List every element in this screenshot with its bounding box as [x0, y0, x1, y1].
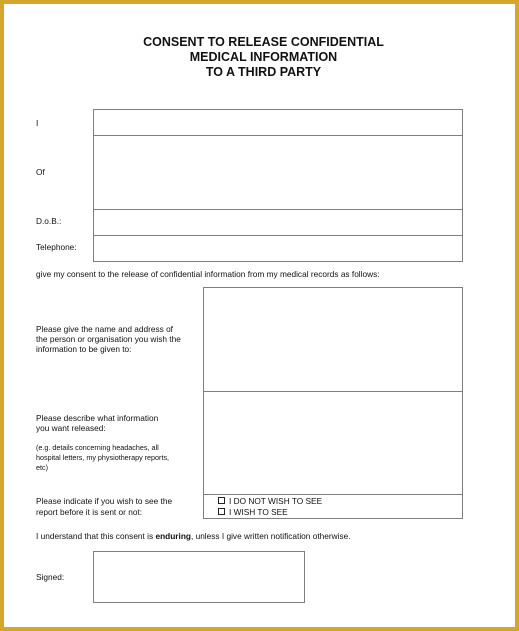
recipient-field[interactable] [204, 288, 462, 391]
wish-to-see-label: I WISH TO SEE [229, 507, 288, 517]
dob-field[interactable] [94, 210, 462, 235]
telephone-field[interactable] [94, 236, 462, 261]
of-label: Of [36, 167, 45, 177]
telephone-label: Telephone: [36, 242, 77, 252]
dob-label: D.o.B.: [36, 216, 62, 226]
info-example-line-2: hospital letters, my physiotherapy reports, [36, 453, 170, 462]
info-label-line-1: Please describe what information [36, 413, 159, 423]
report-label-line-2: report before it is sent or not: [36, 507, 143, 517]
form-title-line-1: CONSENT TO RELEASE CONFIDENTIAL [143, 35, 384, 49]
enduring-consent-statement [36, 531, 351, 542]
form-title-line-3: TO A THIRD PARTY [205, 65, 322, 79]
form-title-line-2: MEDICAL INFORMATION [189, 50, 338, 64]
consent-statement: give my consent to the release of confidential information from my medical records as follows: [36, 269, 380, 279]
signed-label: Signed: [36, 572, 65, 582]
enduring-text-bold: enduring [155, 531, 191, 541]
signature-field[interactable] [93, 551, 305, 603]
option-do-not-wish-to-see[interactable] [218, 496, 322, 507]
option-wish-to-see[interactable] [218, 507, 288, 518]
information-field[interactable] [204, 392, 462, 494]
recipient-label-line-3: information to be given to: [36, 344, 132, 354]
i-label: I [36, 118, 39, 128]
do-not-see-label: I DO NOT WISH TO SEE [229, 496, 323, 506]
wish-to-see-checkbox[interactable] [218, 508, 225, 515]
info-example-line-1: (e.g. details concerning headaches, all [36, 443, 159, 452]
report-label-line-1: Please indicate if you wish to see the [36, 496, 173, 506]
info-label-line-2: you want released: [36, 423, 106, 433]
recipient-label-line-2: the person or organisation you wish the [36, 334, 181, 344]
enduring-text-before: I understand that this consent is [36, 531, 156, 541]
enduring-text-after: , unless I give written notification otherwise. [190, 531, 351, 541]
divider-info-report [203, 494, 463, 495]
recipient-label-line-1: Please give the name and address of [36, 324, 173, 334]
address-field[interactable] [94, 136, 462, 209]
do-not-see-checkbox[interactable] [218, 497, 225, 504]
info-example-line-3: etc) [36, 463, 48, 472]
name-field[interactable] [94, 110, 462, 135]
